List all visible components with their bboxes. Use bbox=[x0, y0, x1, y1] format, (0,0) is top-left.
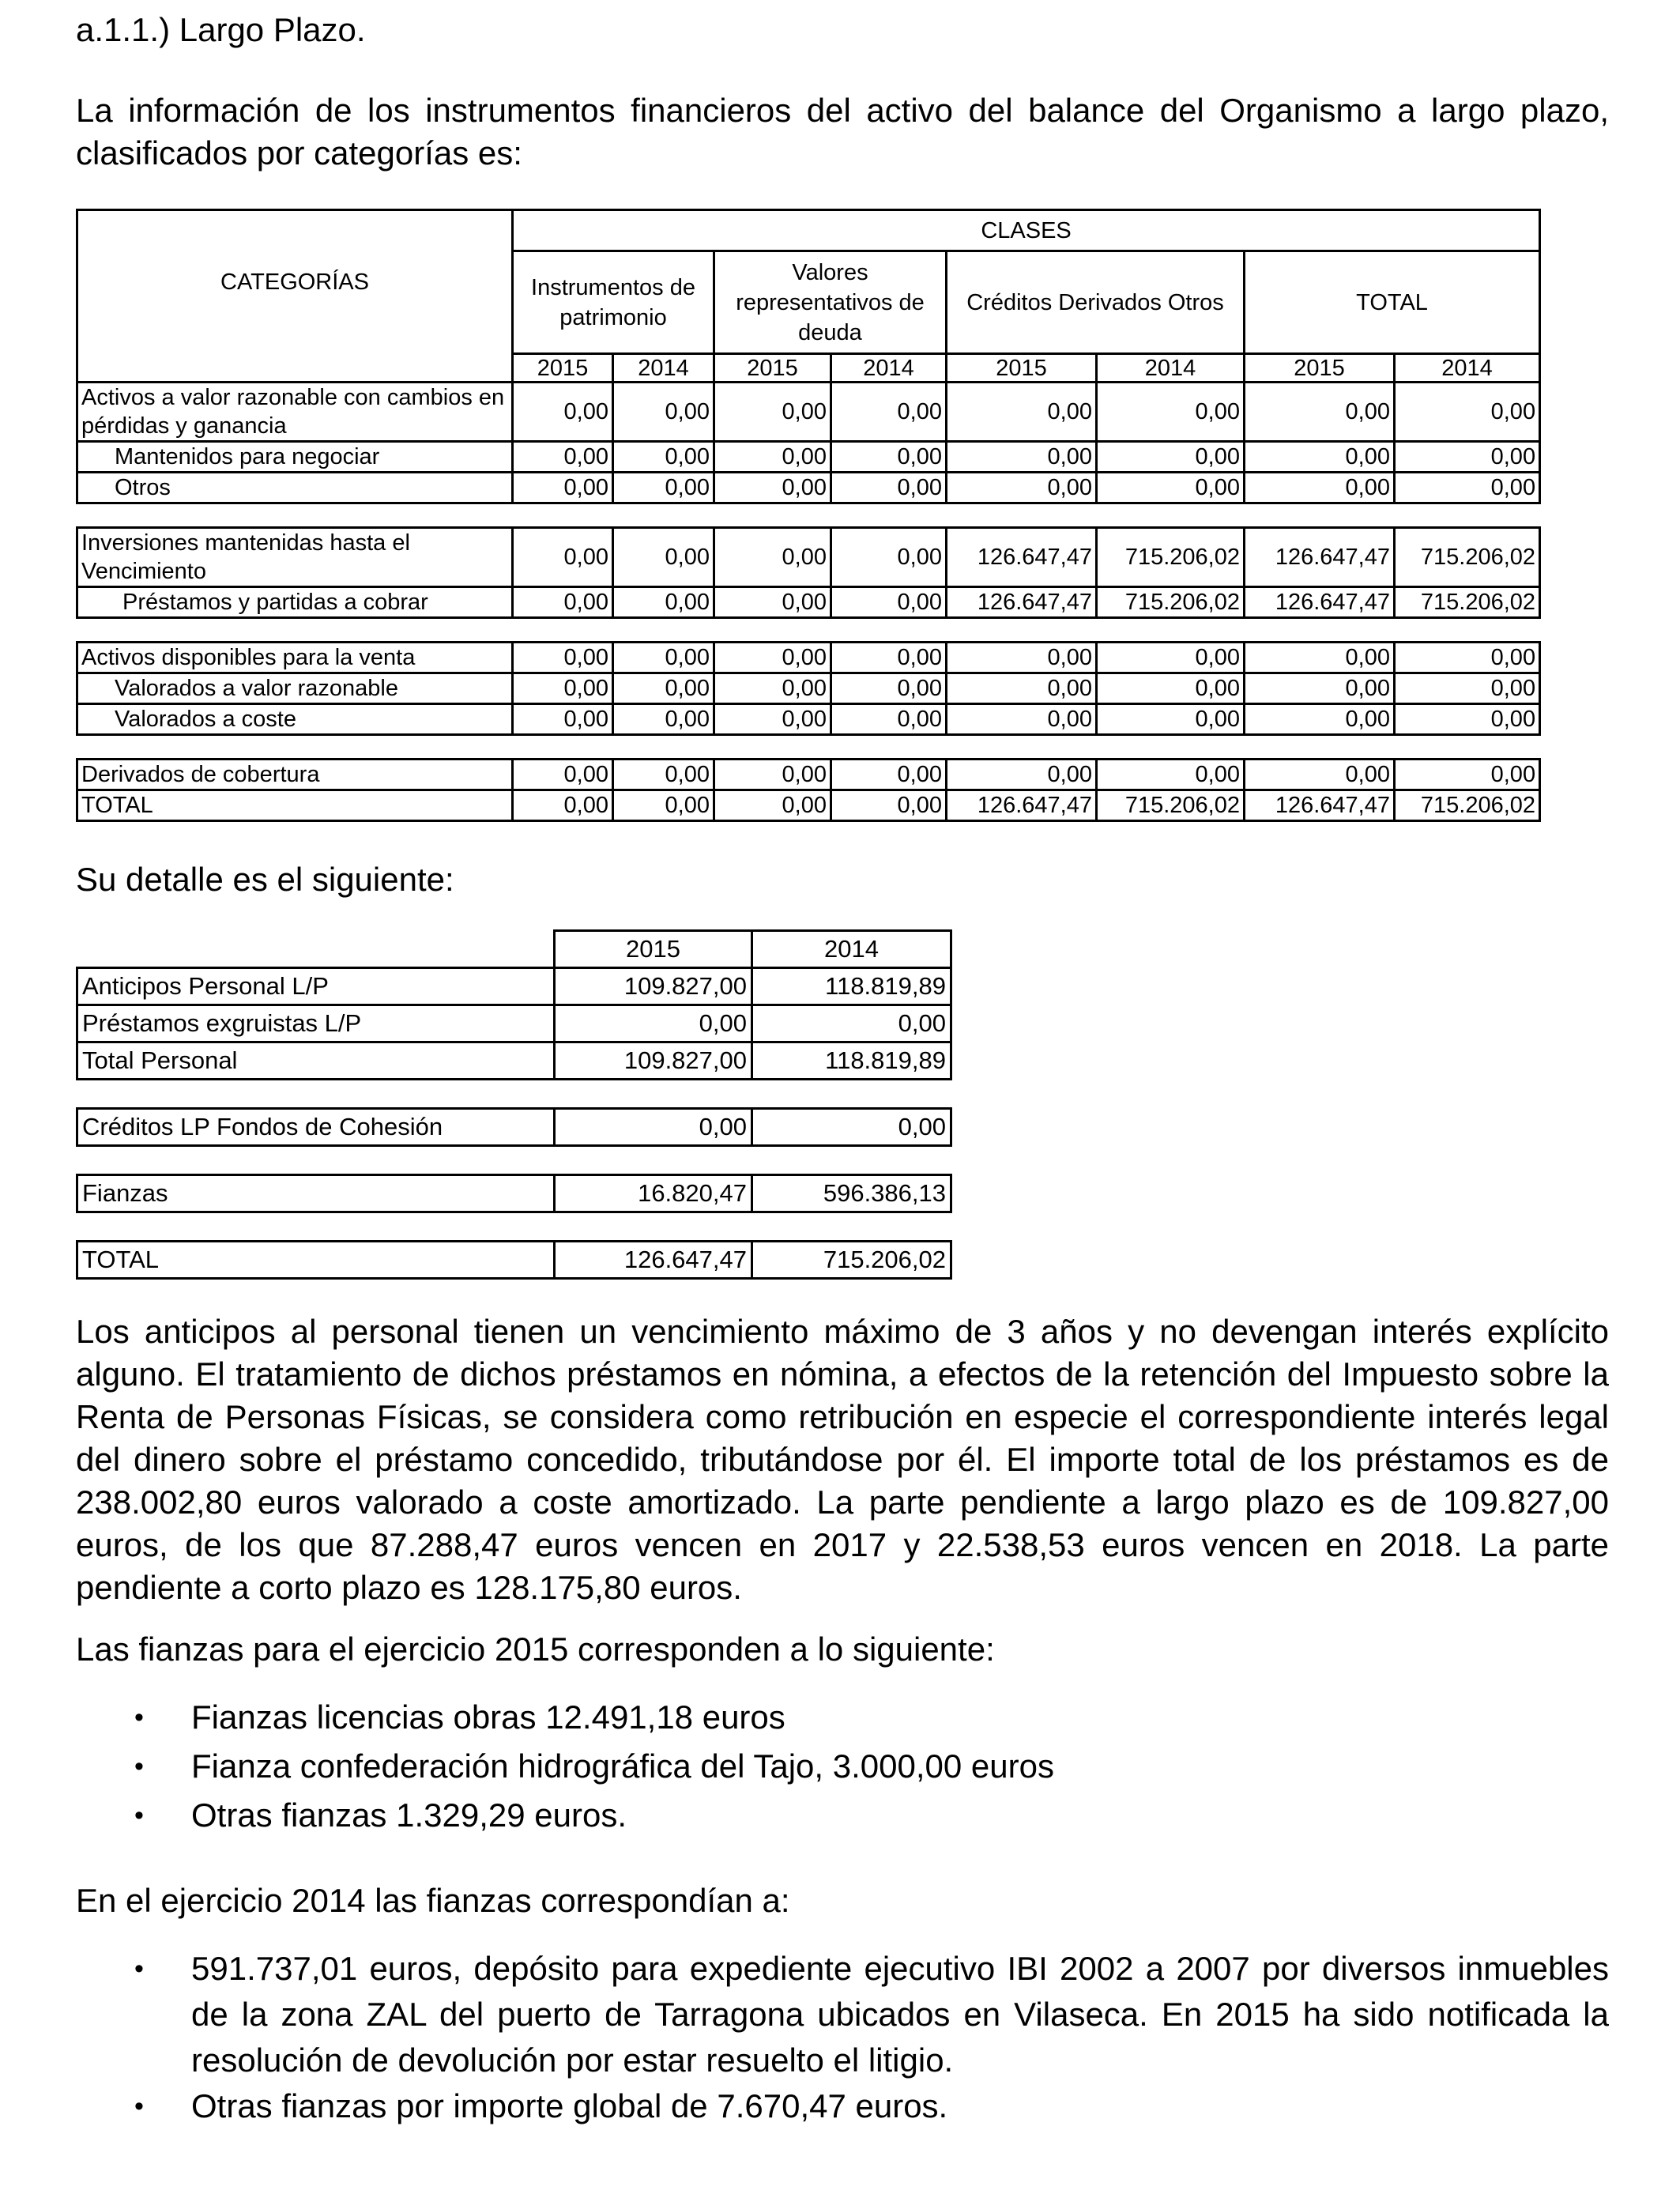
value-cell: 715.206,02 bbox=[1097, 587, 1245, 618]
table-gap bbox=[77, 1212, 951, 1242]
value-cell: 0,00 bbox=[831, 383, 947, 442]
value-cell: 126.647,47 bbox=[1245, 528, 1395, 587]
section-heading: a.1.1.) Largo Plazo. bbox=[76, 11, 366, 48]
value-cell: 0,00 bbox=[1097, 643, 1245, 673]
header-clases: CLASES bbox=[513, 210, 1540, 251]
value-cell: 0,00 bbox=[513, 528, 613, 587]
table-gap bbox=[77, 618, 1540, 643]
fianzas-2014-intro: En el ejercicio 2014 las fianzas correspondían a: bbox=[76, 1882, 790, 1919]
value-cell: 0,00 bbox=[947, 442, 1097, 473]
bullet-icon: • bbox=[134, 1702, 144, 1732]
value-cell: 0,00 bbox=[714, 704, 831, 735]
value-cell: 0,00 bbox=[831, 528, 947, 587]
row-label: Derivados de cobertura bbox=[77, 760, 513, 790]
table-row bbox=[77, 383, 1540, 442]
value-cell: 0,00 bbox=[714, 587, 831, 618]
list-item-text: 591.737,01 euros, depósito para expediente ejecutivo IBI 2002 a 2007 por diversos inmuebles de la zona ZAL del puerto de Tarragona ubicados en Vilaseca. En 2015 ha sido notificada la resolución de devolución por estar resuelto el litigio. bbox=[191, 1950, 1609, 2079]
table-row bbox=[77, 1242, 951, 1279]
intro-paragraph: La información de los instrumentos financieros del activo del balance del Organismo a largo plazo, clasificados por categorías es: bbox=[76, 92, 1609, 172]
table-row bbox=[77, 442, 1540, 473]
value-cell: 715.206,02 bbox=[1395, 790, 1540, 821]
row-label: Activos a valor razonable con cambios en pérdidas y ganancia bbox=[77, 383, 513, 442]
value-cell: 0,00 bbox=[1245, 643, 1395, 673]
list-item bbox=[76, 1744, 1609, 1789]
value-cell: 0,00 bbox=[831, 760, 947, 790]
row-label: Inversiones mantenidas hasta el Vencimiento bbox=[77, 528, 513, 587]
table-row bbox=[77, 1109, 951, 1146]
detail-value: 0,00 bbox=[752, 1109, 951, 1146]
detail-header-row bbox=[77, 931, 951, 968]
value-cell: 0,00 bbox=[513, 587, 613, 618]
value-cell: 0,00 bbox=[714, 442, 831, 473]
value-cell: 0,00 bbox=[714, 790, 831, 821]
detail-value: 109.827,00 bbox=[555, 1042, 752, 1080]
value-cell: 0,00 bbox=[1245, 704, 1395, 735]
value-cell: 715.206,02 bbox=[1395, 528, 1540, 587]
value-cell: 0,00 bbox=[613, 790, 714, 821]
row-label: Mantenidos para negociar bbox=[77, 442, 513, 473]
value-cell: 0,00 bbox=[1097, 673, 1245, 704]
value-cell: 0,00 bbox=[613, 442, 714, 473]
value-cell: 0,00 bbox=[831, 704, 947, 735]
value-cell: 0,00 bbox=[513, 442, 613, 473]
table-row bbox=[77, 1042, 951, 1080]
value-cell: 0,00 bbox=[831, 673, 947, 704]
value-cell: 0,00 bbox=[1097, 383, 1245, 442]
list-item bbox=[76, 1946, 1609, 2083]
detail-value: 118.819,89 bbox=[752, 968, 951, 1005]
detail-label: Fianzas bbox=[77, 1175, 555, 1212]
detail-value: 596.386,13 bbox=[752, 1175, 951, 1212]
table-row bbox=[77, 704, 1540, 735]
value-cell: 715.206,02 bbox=[1097, 790, 1245, 821]
detail-header-spacer bbox=[77, 931, 555, 968]
bullet-icon: • bbox=[134, 1954, 144, 1984]
table-row bbox=[77, 528, 1540, 587]
value-cell: 0,00 bbox=[1395, 442, 1540, 473]
detail-year: 2015 bbox=[555, 931, 752, 968]
value-cell: 126.647,47 bbox=[947, 790, 1097, 821]
table-row bbox=[77, 673, 1540, 704]
value-cell: 0,00 bbox=[613, 643, 714, 673]
value-cell: 0,00 bbox=[947, 643, 1097, 673]
fianzas-2015-intro: Las fianzas para el ejercicio 2015 corresponden a lo siguiente: bbox=[76, 1630, 995, 1668]
table-gap bbox=[77, 1080, 951, 1109]
table-row bbox=[77, 587, 1540, 618]
value-cell: 0,00 bbox=[613, 704, 714, 735]
detail-value: 0,00 bbox=[555, 1005, 752, 1042]
value-cell: 0,00 bbox=[947, 760, 1097, 790]
value-cell: 0,00 bbox=[714, 383, 831, 442]
value-cell: 0,00 bbox=[1245, 760, 1395, 790]
list-item-text: Otras fianzas 1.329,29 euros. bbox=[191, 1796, 627, 1834]
list-item bbox=[76, 1695, 1609, 1740]
value-cell: 0,00 bbox=[831, 442, 947, 473]
table-gap bbox=[77, 735, 1540, 760]
value-cell: 0,00 bbox=[613, 587, 714, 618]
table-row bbox=[77, 473, 1540, 503]
row-label: Préstamos y partidas a cobrar bbox=[77, 587, 513, 618]
detail-year: 2014 bbox=[752, 931, 951, 968]
header-categorias: CATEGORÍAS bbox=[77, 210, 513, 354]
categories-table bbox=[76, 209, 1541, 822]
value-cell: 0,00 bbox=[1395, 704, 1540, 735]
bullet-icon: • bbox=[134, 1751, 144, 1781]
value-cell: 0,00 bbox=[831, 643, 947, 673]
list-item-text: Fianzas licencias obras 12.491,18 euros bbox=[191, 1698, 785, 1736]
value-cell: 0,00 bbox=[1097, 442, 1245, 473]
row-label: Valorados a coste bbox=[77, 704, 513, 735]
year-cell: 2014 bbox=[1395, 354, 1540, 383]
detail-value: 109.827,00 bbox=[555, 968, 752, 1005]
table-gap bbox=[77, 503, 1540, 528]
list-item-text: Otras fianzas por importe global de 7.670,47 euros. bbox=[191, 2087, 948, 2124]
table-row bbox=[77, 760, 1540, 790]
value-cell: 0,00 bbox=[513, 383, 613, 442]
detail-label: Créditos LP Fondos de Cohesión bbox=[77, 1109, 555, 1146]
value-cell: 0,00 bbox=[513, 760, 613, 790]
year-cell: 2014 bbox=[831, 354, 947, 383]
value-cell: 0,00 bbox=[513, 790, 613, 821]
value-cell: 0,00 bbox=[714, 760, 831, 790]
table-row bbox=[77, 643, 1540, 673]
header-creditos-derivados: Créditos Derivados Otros bbox=[947, 251, 1245, 354]
value-cell: 0,00 bbox=[714, 528, 831, 587]
value-cell: 0,00 bbox=[831, 790, 947, 821]
detail-intro: Su detalle es el siguiente: bbox=[76, 861, 454, 898]
table-row bbox=[77, 968, 951, 1005]
fianzas-2015-list bbox=[76, 1695, 1609, 1838]
value-cell: 0,00 bbox=[1395, 383, 1540, 442]
detail-value: 715.206,02 bbox=[752, 1242, 951, 1279]
value-cell: 0,00 bbox=[831, 587, 947, 618]
detail-table bbox=[76, 929, 952, 1280]
detail-label: TOTAL bbox=[77, 1242, 555, 1279]
value-cell: 0,00 bbox=[714, 473, 831, 503]
fianzas-2014-list bbox=[76, 1946, 1609, 2129]
year-cell: 2015 bbox=[947, 354, 1097, 383]
header-total: TOTAL bbox=[1245, 251, 1540, 354]
value-cell: 0,00 bbox=[613, 528, 714, 587]
detail-label: Préstamos exgruistas L/P bbox=[77, 1005, 555, 1042]
value-cell: 0,00 bbox=[1097, 473, 1245, 503]
value-cell: 0,00 bbox=[513, 473, 613, 503]
value-cell: 0,00 bbox=[1395, 643, 1540, 673]
list-item-text: Fianza confederación hidrográfica del Tajo, 3.000,00 euros bbox=[191, 1747, 1054, 1785]
value-cell: 0,00 bbox=[613, 473, 714, 503]
header-instrumentos-patrimonio: Instrumentos de patrimonio bbox=[513, 251, 714, 354]
row-label: TOTAL bbox=[77, 790, 513, 821]
header-year-spacer bbox=[77, 354, 513, 383]
value-cell: 0,00 bbox=[1245, 473, 1395, 503]
value-cell: 0,00 bbox=[513, 643, 613, 673]
value-cell: 0,00 bbox=[1245, 383, 1395, 442]
table-row bbox=[77, 790, 1540, 821]
row-label: Otros bbox=[77, 473, 513, 503]
detail-label: Anticipos Personal L/P bbox=[77, 968, 555, 1005]
value-cell: 0,00 bbox=[1245, 673, 1395, 704]
value-cell: 0,00 bbox=[947, 704, 1097, 735]
value-cell: 126.647,47 bbox=[1245, 587, 1395, 618]
value-cell: 0,00 bbox=[513, 673, 613, 704]
detail-value: 16.820,47 bbox=[555, 1175, 752, 1212]
bullet-icon: • bbox=[134, 2091, 144, 2121]
anticipos-paragraph: Los anticipos al personal tienen un vencimiento máximo de 3 años y no devengan interés explícito alguno. El tratamiento de dichos préstamos en nómina, a efectos de la retención del Impuesto sobre la Renta de Personas Físicas, se considera como retribución en especie el correspondiente interés legal del dinero sobre el préstamo concedido, tributándose por él. El importe total de los préstamos es de 238.002,80 euros valorado a coste amortizado. La parte pendiente a largo plazo es de 109.827,00 euros, de los que 87.288,47 euros vencen en 2017 y 22.538,53 euros vencen en 2018. La parte pendiente a corto plazo es 128.175,80 euros. bbox=[76, 1313, 1609, 1606]
year-cell: 2014 bbox=[613, 354, 714, 383]
table-gap bbox=[77, 1146, 951, 1175]
value-cell: 0,00 bbox=[947, 473, 1097, 503]
value-cell: 0,00 bbox=[613, 383, 714, 442]
value-cell: 126.647,47 bbox=[947, 587, 1097, 618]
header-valores-deuda: Valores representativos de deuda bbox=[714, 251, 947, 354]
detail-label: Total Personal bbox=[77, 1042, 555, 1080]
value-cell: 0,00 bbox=[1245, 442, 1395, 473]
value-cell: 0,00 bbox=[613, 673, 714, 704]
detail-value: 126.647,47 bbox=[555, 1242, 752, 1279]
value-cell: 715.206,02 bbox=[1097, 528, 1245, 587]
list-item bbox=[76, 2083, 1609, 2129]
value-cell: 0,00 bbox=[947, 673, 1097, 704]
list-item bbox=[76, 1793, 1609, 1838]
value-cell: 0,00 bbox=[714, 643, 831, 673]
value-cell: 0,00 bbox=[1395, 473, 1540, 503]
value-cell: 0,00 bbox=[513, 704, 613, 735]
detail-value: 118.819,89 bbox=[752, 1042, 951, 1080]
detail-value: 0,00 bbox=[555, 1109, 752, 1146]
value-cell: 126.647,47 bbox=[947, 528, 1097, 587]
year-cell: 2015 bbox=[513, 354, 613, 383]
detail-value: 0,00 bbox=[752, 1005, 951, 1042]
year-cell: 2014 bbox=[1097, 354, 1245, 383]
value-cell: 0,00 bbox=[1395, 760, 1540, 790]
row-label: Valorados a valor razonable bbox=[77, 673, 513, 704]
value-cell: 0,00 bbox=[831, 473, 947, 503]
value-cell: 0,00 bbox=[613, 760, 714, 790]
table-row bbox=[77, 1175, 951, 1212]
year-cell: 2015 bbox=[1245, 354, 1395, 383]
value-cell: 126.647,47 bbox=[1245, 790, 1395, 821]
value-cell: 715.206,02 bbox=[1395, 587, 1540, 618]
value-cell: 0,00 bbox=[1097, 760, 1245, 790]
table-row bbox=[77, 1005, 951, 1042]
row-label: Activos disponibles para la venta bbox=[77, 643, 513, 673]
value-cell: 0,00 bbox=[714, 673, 831, 704]
bullet-icon: • bbox=[134, 1800, 144, 1830]
value-cell: 0,00 bbox=[1395, 673, 1540, 704]
value-cell: 0,00 bbox=[1097, 704, 1245, 735]
value-cell: 0,00 bbox=[947, 383, 1097, 442]
year-cell: 2015 bbox=[714, 354, 831, 383]
